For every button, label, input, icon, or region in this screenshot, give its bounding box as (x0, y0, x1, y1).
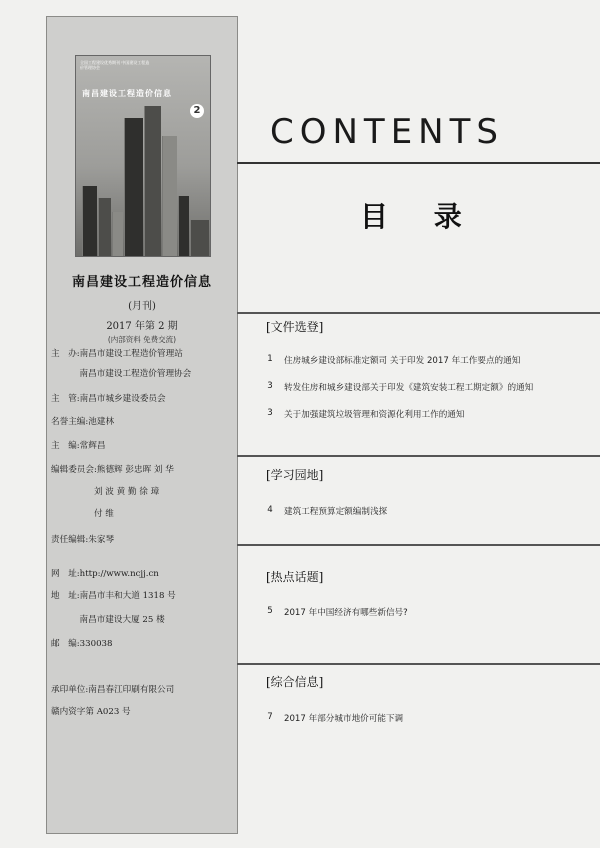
contents-heading-cn: 目 录 (360, 200, 480, 233)
internal-note: (内部资料 免费交流) (107, 335, 177, 344)
editorial-board-line: 刘 波 黄 勤 徐 璋 (51, 487, 160, 497)
page-number: 3 (267, 408, 273, 418)
cover-thumbnail (75, 55, 211, 257)
chief-editor-line: 主 编:常辉昌 (51, 441, 106, 451)
issue-badge: 2 (190, 104, 204, 118)
sponsor-line: 主 办:南昌市建设工程造价管理站 (51, 349, 183, 359)
cover-title: 南昌建设工程造价信息 (82, 89, 172, 98)
page-number: 7 (267, 712, 273, 722)
section-label: [综合信息] (266, 675, 324, 689)
entry-title: 关于加强建筑垃圾管理和资源化利用工作的通知 (284, 410, 465, 420)
entry-title: 2017 年中国经济有哪些新信号? (284, 608, 408, 618)
building-image (144, 106, 161, 256)
website-line: 网 址:http://www.ncjj.cn (51, 569, 159, 579)
section-label: [热点话题] (266, 570, 324, 584)
printer-line: 承印单位:南昌春江印刷有限公司 (51, 685, 175, 695)
issue-number: 2017 年第 2 期 (106, 321, 178, 332)
page-number: 5 (267, 606, 273, 616)
entry-title: 2017 年部分城市地价可能下调 (284, 714, 404, 724)
postcode-line: 邮 编:330038 (51, 639, 113, 649)
editorial-board-line: 付 维 (51, 509, 114, 519)
license-line: 赣内资字第 A023 号 (51, 707, 131, 717)
sponsor-line: 南昌市建设工程造价管理协会 (51, 369, 192, 379)
building-image (162, 136, 177, 256)
building-image (82, 186, 97, 256)
contents-heading-en: CONTENTS (270, 112, 504, 152)
divider (237, 544, 600, 546)
editorial-board-line: 编辑委员会:熊德辉 彭忠晖 刘 华 (51, 465, 174, 475)
address-line: 地 址:南昌市丰和大道 1318 号 (51, 591, 176, 601)
address-line: 南昌市建设大厦 25 楼 (51, 615, 165, 625)
honorary-editor-line: 名誉主编:池建林 (51, 417, 115, 427)
entry-title: 建筑工程预算定额编制浅探 (284, 507, 388, 517)
entry-title: 转发住房和城乡建设部关于印发《建筑安装工程工期定额》的通知 (284, 383, 534, 393)
building-image (124, 118, 143, 256)
journal-frequency: (月刊) (128, 301, 156, 312)
building-image (112, 212, 123, 256)
section-label: [文件选登] (266, 320, 324, 334)
cover-notice: 全国工程建设优秀期刊 中国建设工程造价管理协会 (80, 60, 150, 70)
divider (237, 663, 600, 665)
page-number: 3 (267, 381, 273, 391)
building-image (178, 196, 189, 256)
building-image (98, 198, 111, 256)
section-label: [学习园地] (266, 468, 324, 482)
masthead-sidebar (46, 16, 238, 834)
responsible-editor-line: 责任编辑:朱家琴 (51, 535, 115, 545)
divider (237, 312, 600, 314)
page-number: 4 (267, 505, 273, 515)
building-image (190, 220, 209, 256)
journal-title: 南昌建设工程造价信息 (71, 275, 212, 290)
divider (237, 455, 600, 457)
supervisor-line: 主 管:南昌市城乡建设委员会 (51, 394, 166, 404)
entry-title: 住房城乡建设部标准定额司 关于印发 2017 年工作要点的通知 (284, 356, 521, 366)
page-number: 1 (267, 354, 273, 364)
divider (237, 162, 600, 164)
